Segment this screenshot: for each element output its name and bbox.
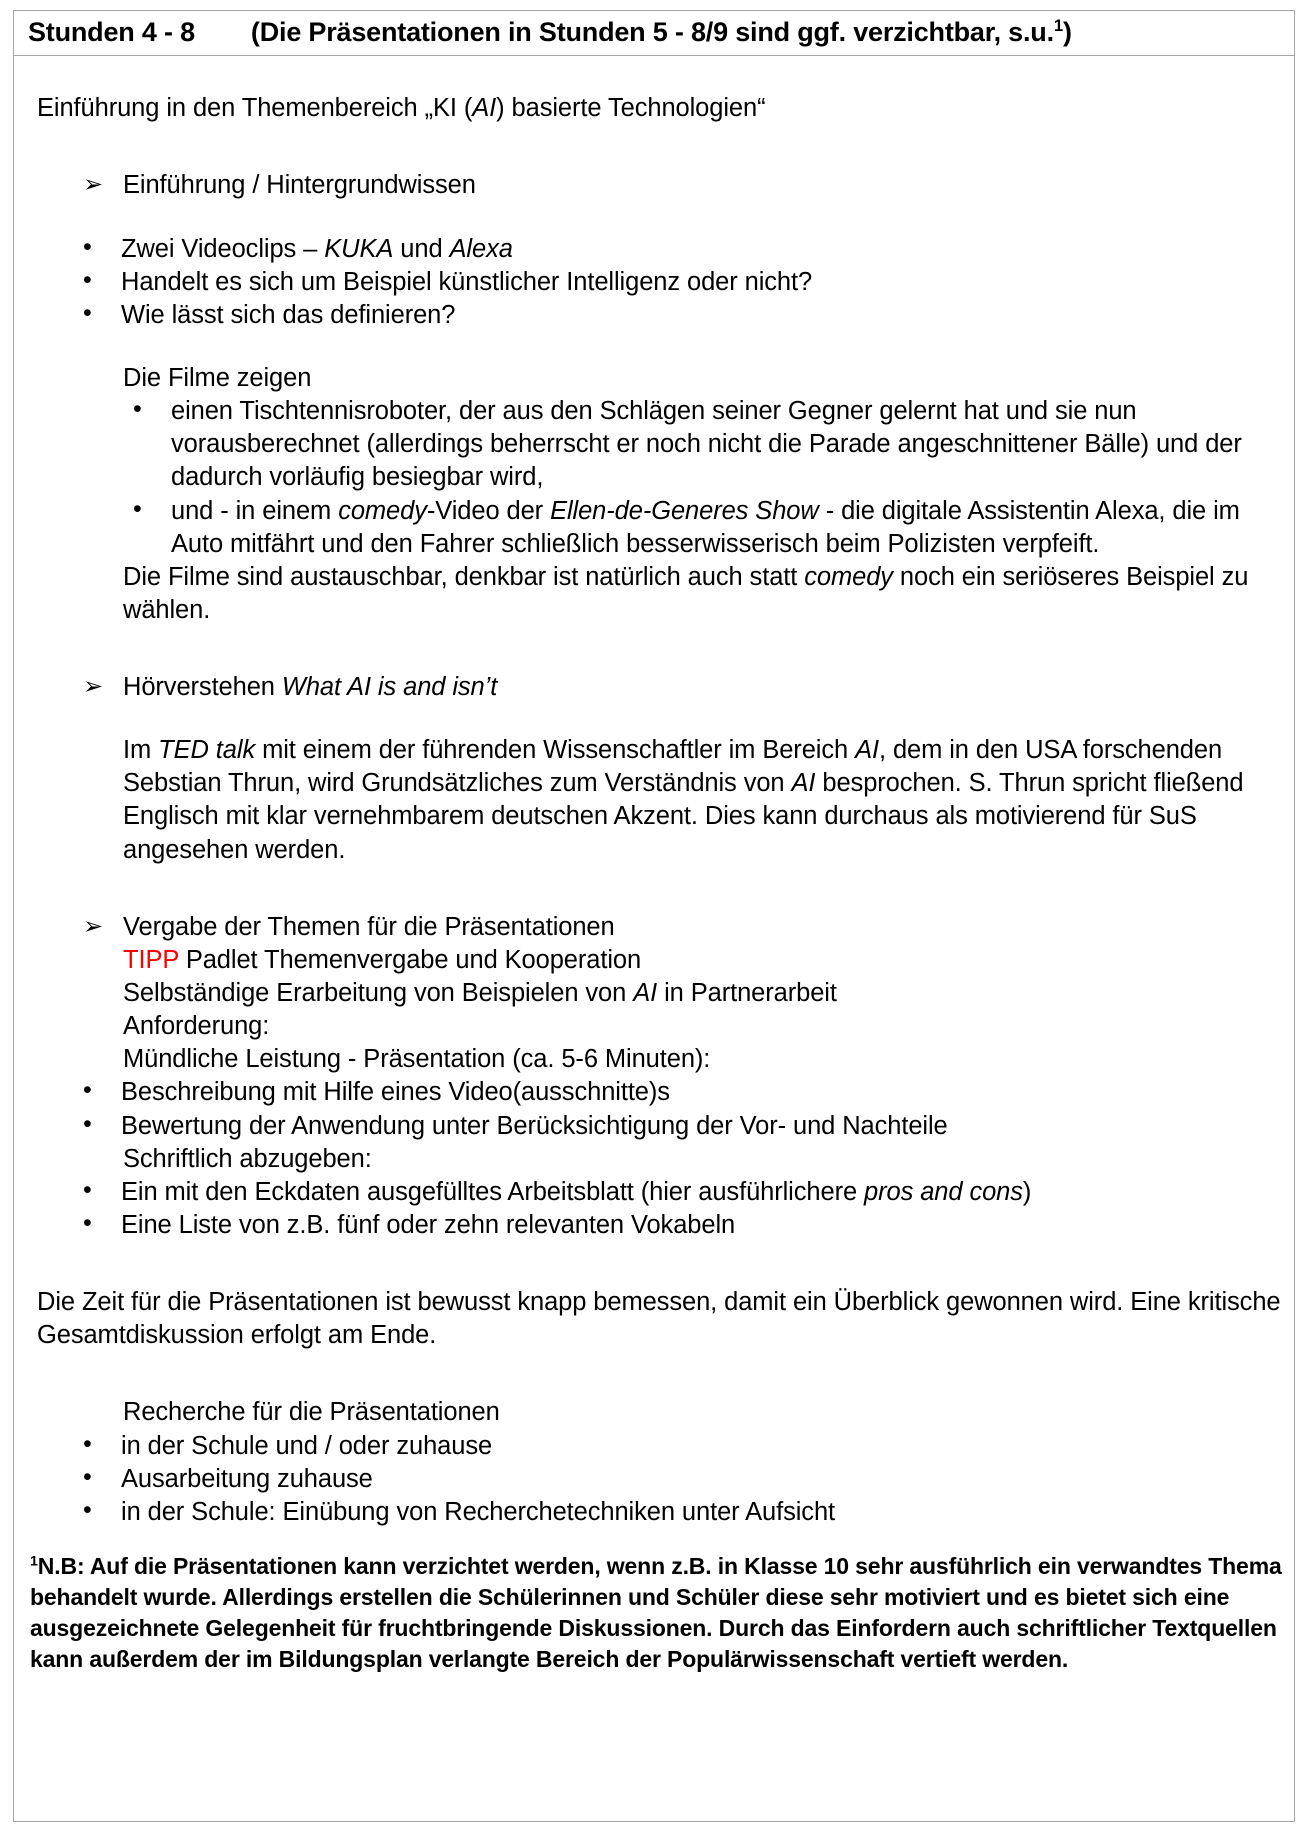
bullet-dot-icon: • [83,298,92,327]
ted-italic-ai-1: AI [855,736,879,765]
footnote-text: N.B: Auf die Präsentationen kann verzichtet werden, wenn z.B. in Klasse 10 sehr ausführlich ein verwandtes Thema behandelt wurde. Allerdings erstellen die Schülerinnen und Schüler diese sehr motiviert und es bietet sich eine ausgezeichnete Gelegenheit für fruchtbringende Diskussionen. Durch das Einfordern auch schriftlicher Textquellen kann außerdem der im Bildungsplan verlangte Bereich der Populärwissenschaft vertieft werden. [30,1553,1282,1673]
selbst-italic-ai: AI [633,979,658,1008]
bullet-italic-kuka: KUKA [324,234,394,263]
list-item [28,299,1282,332]
bullet-dot-icon: • [83,232,92,261]
section3-heading-row [28,911,1282,944]
section4-bullets [28,1430,1282,1529]
section2-heading-italic: What AI is and isn’t [281,673,498,702]
films-closing-note [123,561,1282,627]
section1-heading: Einführung / Hintergrundwissen [123,171,476,200]
section2-list [28,671,1282,704]
arbeitsblatt-text-before: Ein mit den Eckdaten ausgefülltes Arbeitsblatt (hier ausführlichere [121,1177,865,1206]
ted-p4: besprochen. S. Thrun spricht fließend Englisch mit klar vernehmbarem deutschen Akzent. Dies kann durchaus als motivierend für SuS angesehen werden. [123,769,1244,864]
bullet-dot-icon: • [83,1076,92,1105]
header-stunden-label: Stunden 4 - 8 [28,17,195,47]
ted-italic-tedtalk: TED talk [158,736,256,765]
bullet-beispiel-ki: Handelt es sich um Beispiel künstlicher Intelligenz oder nicht? [121,267,813,296]
closing-paragraph: Die Zeit für die Präsentationen ist bewusst knapp bemessen, damit ein Überblick gewonnen wird. Eine kritische Gesamtdiskussion erfolgt am Ende. [37,1288,1281,1350]
section1-list [28,169,1282,202]
document-body [14,92,1294,1675]
list-item [28,1496,1282,1529]
header-note-close: ) [1063,17,1072,47]
list-item [28,1076,1282,1109]
footnote-block [30,1551,1282,1675]
intro-line [37,92,1282,125]
tipp-label: TIPP [123,945,179,974]
bullet-dot-icon: • [83,1429,92,1458]
closing-text-after: noch ein seriöseres Beispiel zu wählen. [123,562,1249,624]
arrow-bullet-icon: ➢ [83,673,104,701]
arrow-bullet-icon: ➢ [83,912,104,940]
bullet-videoclips [121,233,1282,266]
document-table-frame [13,10,1295,1822]
header-row [14,11,1294,56]
films-lead-in: Die Filme zeigen [123,363,312,392]
footnote-marker: 1 [30,1553,38,1570]
bullet-text-before: Zwei Videoclips – [121,234,325,263]
section3-bullets-b [28,1176,1282,1242]
list-item [28,1110,1282,1143]
bullet-recherchetechniken: in der Schule: Einübung von Recherchetechniken unter Aufsicht [121,1497,836,1526]
bullet-recherche-schule-zuhause: in der Schule und / oder zuhause [121,1431,493,1460]
bullet-dot-icon: • [83,1462,92,1491]
ted-italic-ai-2: AI [791,769,816,798]
spacer [28,125,1282,169]
bullet-dot-icon: • [133,494,142,523]
bullet-text-middle: und [393,234,450,263]
list-item [28,1176,1282,1209]
section1-bullets [28,233,1282,332]
tipp-line [123,944,1282,977]
ted-p1: Im [123,736,159,765]
film-item-alexa-comedy [171,495,1282,561]
list-item [28,495,1282,561]
intro-text-before: Einführung in den Themenbereich „KI ( [37,94,473,123]
list-item [28,1209,1282,1242]
spacer [28,332,1282,362]
header-footnote-marker: 1 [1053,16,1063,35]
bullet-arbeitsblatt [121,1176,1282,1209]
bullet-vokabeln: Eine Liste von z.B. fünf oder zehn relevanten Vokabeln [121,1211,736,1240]
section3-heading: Vergabe der Themen für die Präsentationen [123,912,615,941]
spacer [28,704,1282,734]
list-item [28,1463,1282,1496]
bullet-dot-icon: • [83,265,92,294]
ted-p2: mit einem der führenden Wissenschaftler im Bereich [255,736,856,765]
spacer [28,203,1282,233]
film-text-middle: -Video der [426,496,551,525]
intro-text-after: ) basierte Technologien“ [496,94,766,123]
film-items-list [28,395,1282,561]
bullet-dot-icon: • [83,1109,92,1138]
bullet-dot-icon: • [133,395,142,424]
selbst-text-before: Selbständige Erarbeitung von Beispielen von [123,979,634,1008]
arrow-bullet-icon: ➢ [83,171,104,199]
header-note-text: (Die Präsentationen in Stunden 5 - 8/9 sind ggf. verzichtbar, s.u. [250,17,1054,47]
film-italic-comedy: comedy [338,496,427,525]
film-italic-ellen-show: Ellen-de-Generes Show [550,496,819,525]
bullet-bewertung: Bewertung der Anwendung unter Berücksichtigung der Vor- und Nachteile [121,1111,948,1140]
list-item [28,266,1282,299]
arbeitsblatt-text-after: ) [1022,1177,1032,1206]
section2-heading [123,671,1282,704]
film-item-tischtennisroboter: einen Tischtennisroboter, der aus den Schlägen seiner Gegner gelernt hat und sie nun vorausberechnet (allerdings beherrscht er noch nicht die Parade angeschnittener Bälle) und der dadurch vorläufig besiegbar wird, [171,397,1242,492]
schriftlich-abzugeben-line: Schriftlich abzugeben: [123,1144,372,1173]
section4-heading: Recherche für die Präsentationen [123,1398,500,1427]
ted-talk-paragraph [123,734,1282,867]
bullet-definieren: Wie lässt sich das definieren? [121,300,456,329]
bullet-ausarbeitung-zuhause: Ausarbeitung zuhause [121,1464,373,1493]
film-text-before: und - in einem [171,496,339,525]
closing-italic-comedy: comedy [804,562,893,591]
ted-p3: , dem in den USA forschenden Sebstian Thrun, wird Grundsätzliches zum Verständnis von [123,736,1223,798]
section1-heading-row [28,169,1282,202]
spacer [28,1352,1282,1396]
arbeitsblatt-italic-pros-cons: pros and cons [864,1177,1023,1206]
bullet-italic-alexa: Alexa [449,234,513,263]
section3-bullets-a [28,1076,1282,1142]
spacer [28,867,1282,911]
closing-text-before: Die Filme sind austauschbar, denkbar ist natürlich auch statt [123,562,805,591]
bullet-dot-icon: • [83,1495,92,1524]
selbstaendige-erarbeitung-line [123,977,1282,1010]
spacer [28,1242,1282,1286]
bullet-dot-icon: • [83,1209,92,1238]
list-item [28,395,1282,494]
list-item [28,1430,1282,1463]
section2-heading-plain: Hörverstehen [123,673,282,702]
anforderung-line: Anforderung: [123,1012,270,1041]
muendliche-leistung-line: Mündliche Leistung - Präsentation (ca. 5-6 Minuten): [123,1045,711,1074]
section3-list [28,911,1282,944]
bullet-dot-icon: • [83,1175,92,1204]
bullet-beschreibung: Beschreibung mit Hilfe eines Video(ausschnitte)s [121,1078,670,1107]
section2-heading-row [28,671,1282,704]
film-text-after: - die digitale Assistentin Alexa, die im Auto mitfährt und den Fahrer schließlich besserwisserisch beim Polizisten verpfeift. [171,496,1240,558]
list-item [28,233,1282,266]
intro-italic-ai: AI [472,94,497,123]
tipp-rest: Padlet Themenvergabe und Kooperation [178,945,642,974]
spacer [28,627,1282,671]
selbst-text-after: in Partnerarbeit [657,979,837,1008]
